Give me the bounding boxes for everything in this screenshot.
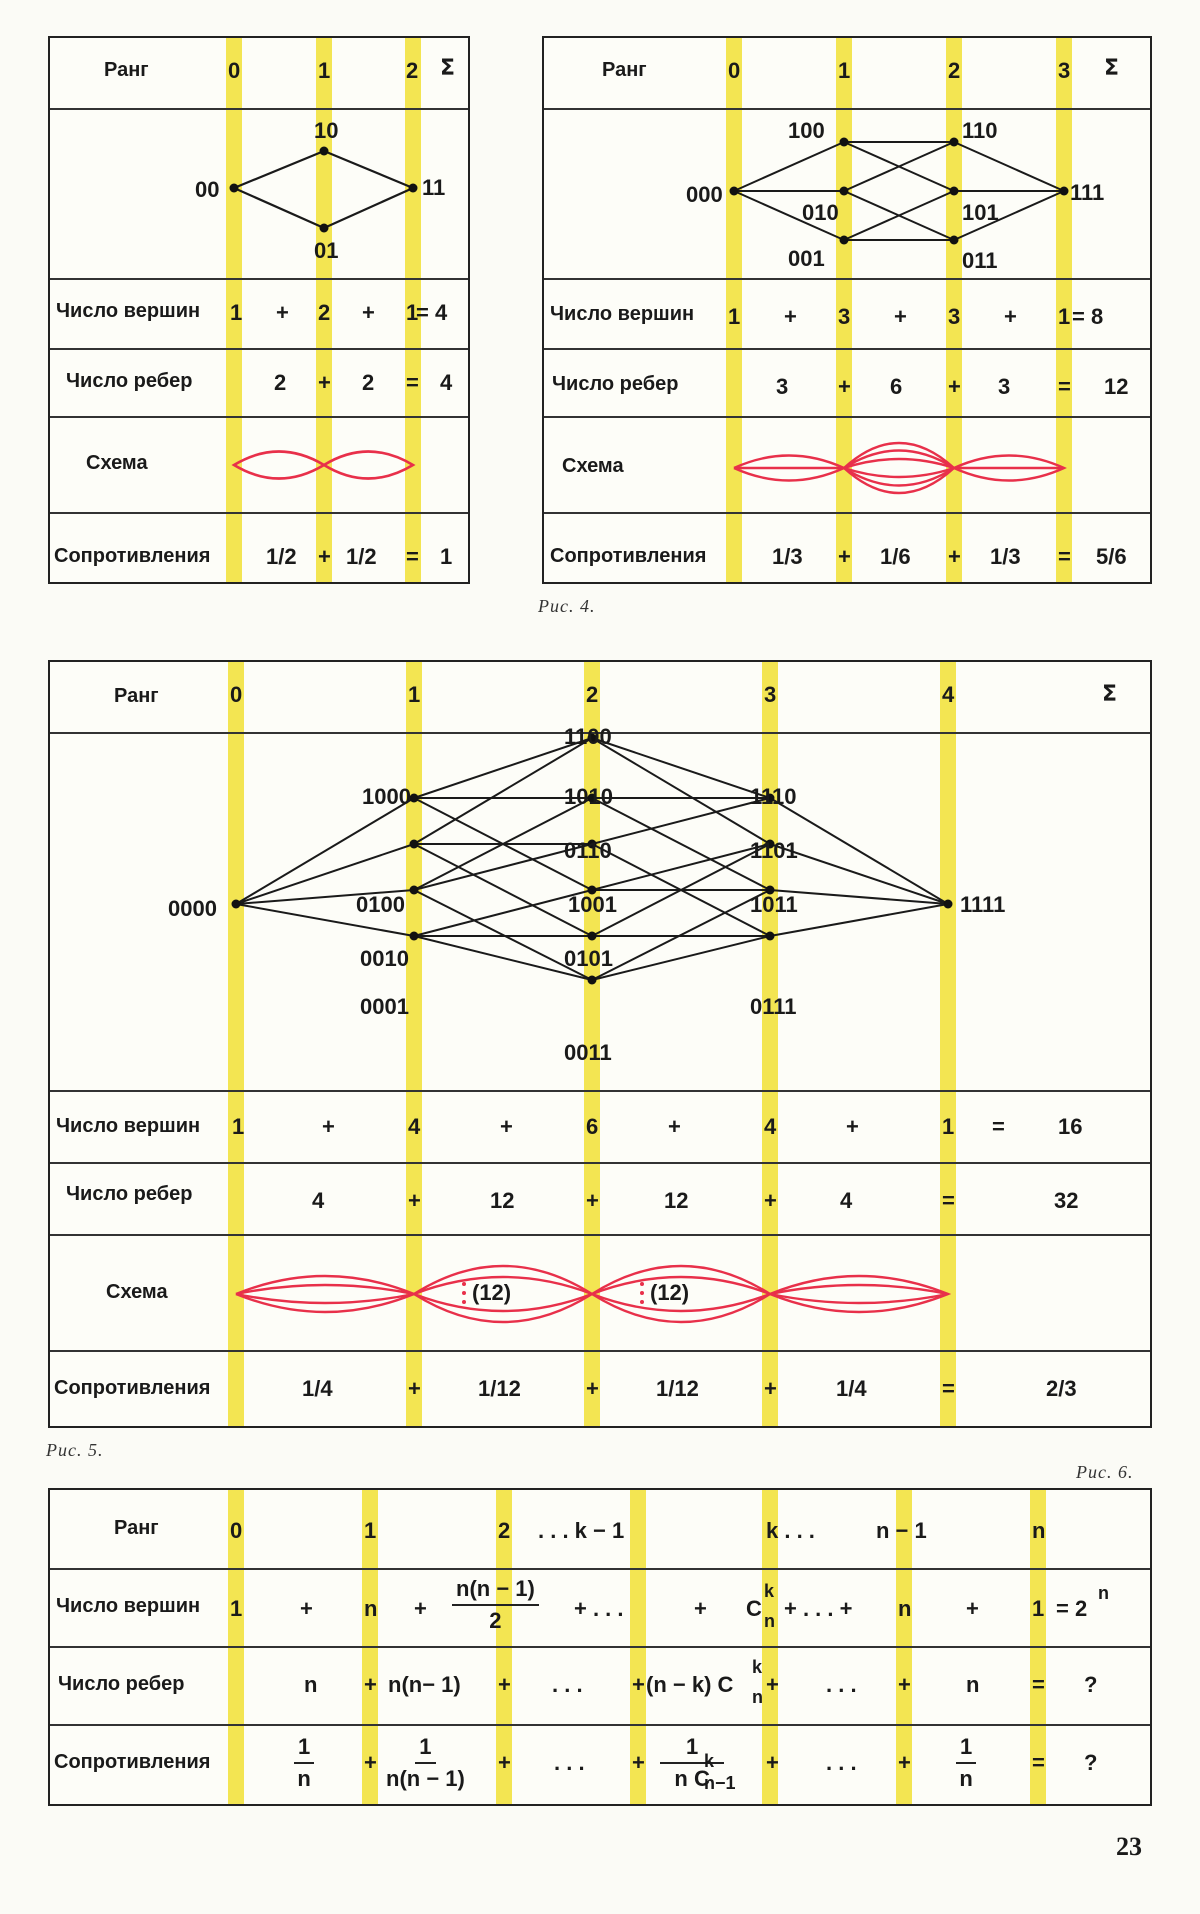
scheme-4cube [50,662,1150,1426]
edges-label: Число ребер [66,370,193,392]
resistance-label: Сопротивления [54,1751,211,1773]
resistance-label: Сопротивления [54,545,211,567]
figure-4cube-table: Ранг 0 1 2 3 4 Σ 0000 1000 0100 0010 0001 1100 1010 0110 1001 0101 0011 1110 1101 1011 0111 1111 Число вершин 1 + 4 + 6 + 4 + 1 = 16 Число ребер 4 + 12 + 12 + 4 = 32 Схема (12) (12) Сопротивления 1/4 + 1/12 + 1/12 + 1/4 = 2/3 [48,660,1152,1428]
edges-label: Число ребер [58,1673,185,1695]
vertices-fraction: $\frac{n(n - 1)}{2}$ [452,1576,539,1634]
sigma-symbol: Σ [440,56,456,81]
page-number: 23 [1116,1832,1142,1861]
scheme-count-2: (12) [650,1280,690,1305]
edges-label: Число ребер [66,1183,193,1205]
sigma-symbol: Σ [1102,682,1118,707]
rank-1: 1 [318,58,331,83]
rank-0: 0 [228,58,241,83]
caption-fig6: Рис. 6. [1076,1462,1134,1482]
rank-label: Ранг [602,59,647,81]
node-01: 01 [314,238,339,263]
rank-label: Ранг [104,59,149,81]
figure-2cube-table: Ранг 0 1 2 Σ 00 10 01 11 Число вершин 1 + 2 + 1 = 4 Число ребер 2 + 2 = 4 Схема Сопротивления 1/2 + 1/2 = 1 [48,36,470,584]
figure-general-table: Ранг 0 1 2 . . . k − 1 k . . . n − 1 n Число вершин 1 + n + $\frac{n(n - 1)}{2}$ + . . . + C k n + . . . + n + 1 = 2 n Число ребер n + n(n− 1) + . . . + (n − k) C k n + . . . + n = ? Сопротивления $\frac{1}{n}$ + $\frac{1}{n(n - 1)}$ + . . . + $\frac{1}{\text{n C}}$ k n−1 + . . . + $\frac{1}{n}$ = ? [48,1488,1152,1806]
figure-3cube-table: Ранг 0 1 2 3 Σ 000 100 010 001 110 101 011 111 Число вершин 1 + 3 + 3 + 1 = 8 Число ребер 3 + 6 + 3 = 12 Схема Сопротивления 1/3 + 1/6 + 1/3 = 5/6 [542,36,1152,584]
caption-fig5: Рис. 5. [46,1440,104,1460]
resistance-label: Сопротивления [54,1377,211,1399]
scheme-label: Схема [562,455,624,477]
scheme-2cube [50,38,468,582]
vertices-label: Число вершин [550,303,695,325]
scheme-label: Схема [86,452,148,474]
vertices-label: Число вершин [56,300,201,322]
sigma-symbol: Σ [1104,56,1120,81]
rank-2: 2 [406,58,419,83]
vertices-label: Число вершин [56,1115,201,1137]
caption-fig4: Рис. 4. [538,596,596,616]
edges-label: Число ребер [552,373,679,395]
node-00: 00 [195,177,220,202]
rank-label: Ранг [114,1517,159,1539]
resistance-label: Сопротивления [550,545,707,567]
node-11: 11 [422,175,446,200]
scheme-3cube [544,38,1150,582]
node-10: 10 [314,118,339,143]
rank-label: Ранг [114,685,159,707]
scheme-label: Схема [106,1281,168,1303]
scheme-count-1: (12) [472,1280,512,1305]
vertices-label: Число вершин [56,1595,201,1617]
